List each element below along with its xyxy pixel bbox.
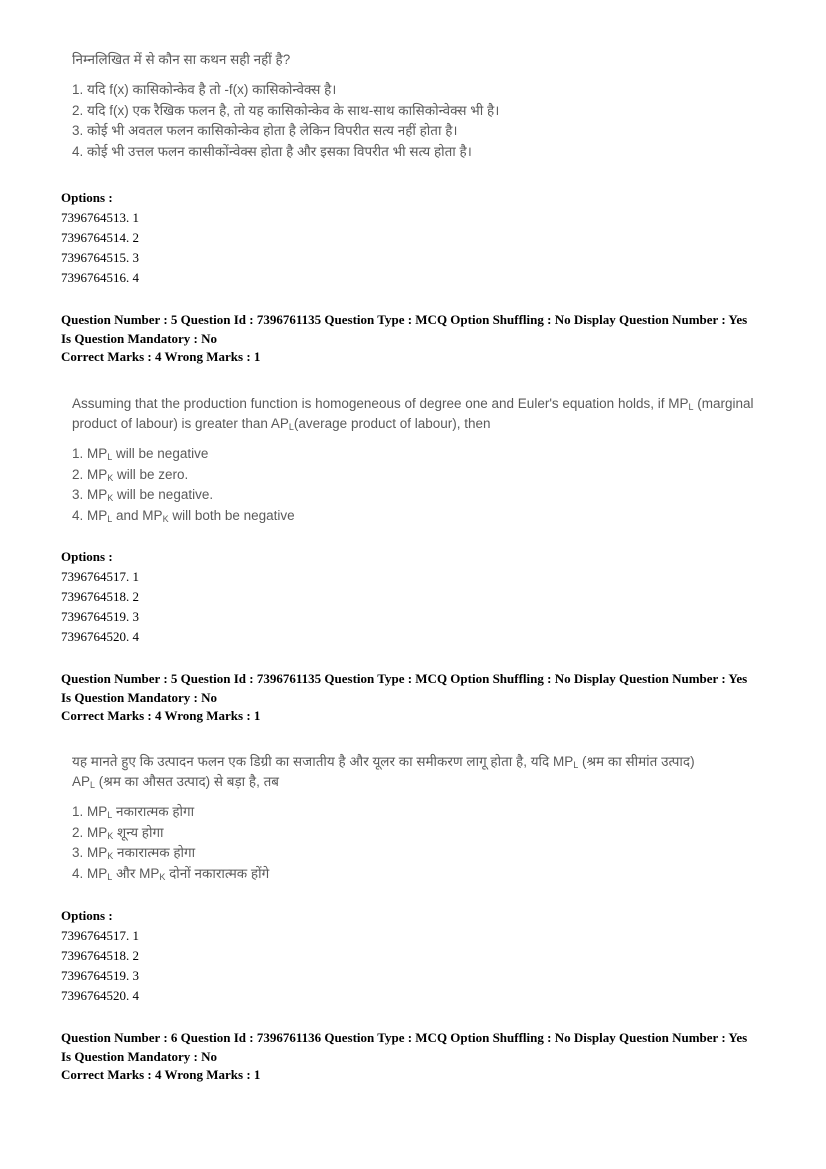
- question-stem: यह मानते हुए कि उत्पादन फलन एक डिग्री का सजातीय है और यूलर का समीकरण लागू होता है, यदि $MP_L$ (श्रम का सीमांत उत्पाद) $AP_L$ (श्रम का औसत उत्पाद) से बड़ा है, तब: [72, 754, 695, 790]
- option-id-item: 7396764520. 4: [61, 988, 139, 1003]
- question-meta-line: Is Question Mandatory : No: [61, 1048, 218, 1064]
- question-option: 3. कोई भी अवतल फलन कासिकोन्केव होता है लेकिन विपरीत सत्य नहीं होता है।: [72, 123, 458, 138]
- option-id-item: 7396764518. 2: [61, 948, 139, 963]
- question-stem: Assuming that the production function is homogeneous of degree one and Euler's equation holds, if $MP_L$ (marginal product of labour) is greater than $AP_L(average$ product of labour), then: [72, 396, 754, 432]
- question-meta-line: Is Question Mandatory : No: [61, 689, 218, 705]
- options-label: Options :: [61, 908, 113, 923]
- question-option-list: [72, 80, 772, 162]
- question-option: 2. $MP_K$ will be zero.: [72, 466, 189, 483]
- option-id-item: 7396764519. 3: [61, 609, 139, 624]
- question-option: 4. $MP_L$ and $MP_K$ will both be negative: [72, 507, 295, 524]
- question-option: 2. $MP_K$ शून्य होगा: [72, 824, 164, 841]
- question-option-list: [72, 444, 762, 526]
- question-option: 1. $MP_L$ will be negative: [72, 446, 209, 462]
- option-id-item: 7396764519. 3: [61, 968, 139, 983]
- question-stem: निम्नलिखित में से कौन सा कथन सही नहीं है?: [72, 52, 291, 67]
- question-option: 4. $MP_L$ और $MP_K$ दोनों नकारात्मक होंगे: [72, 865, 270, 882]
- question-meta-line: Question Number : 6 Question Id : 7396761136 Question Type : MCQ Option Shuffling : No Display Question Number : Yes: [61, 1030, 748, 1045]
- question-meta-line: Correct Marks : 4 Wrong Marks : 1: [61, 708, 261, 723]
- question-option: 4. कोई भी उत्तल फलन कासीकोंन्वेक्स होता है और इसका विपरीत भी सत्य होता है।: [72, 143, 472, 159]
- question-option-list: [72, 802, 772, 884]
- question-meta-line: Correct Marks : 4 Wrong Marks : 1: [61, 349, 261, 364]
- option-id-item: 7396764518. 2: [61, 589, 139, 604]
- option-id-item: 7396764520. 4: [61, 629, 139, 644]
- question-option: 1. $MP_L$ नकारात्मक होगा: [72, 804, 195, 820]
- question-option: 2. यदि f(x) एक रैखिक फलन है, तो यह कासिकोन्केव के साथ-साथ कासिकोन्वेक्स भी है।: [72, 102, 500, 118]
- option-id-item: 7396764517. 1: [61, 569, 139, 584]
- question-option: 1. यदि f(x) कासिकोन्केव है तो -f(x) कासिकोन्वेक्स है।: [72, 82, 337, 97]
- option-id-item: 7396764513. 1: [61, 210, 139, 225]
- question-image-hindi-top: [72, 50, 772, 162]
- question-meta: [61, 311, 781, 367]
- question-option: 3. $MP_K$ will be negative.: [72, 487, 214, 503]
- question-meta-line: Question Number : 5 Question Id : 7396761135 Question Type : MCQ Option Shuffling : No Display Question Number : Yes: [61, 312, 748, 327]
- question-meta-line: Correct Marks : 4 Wrong Marks : 1: [61, 1067, 261, 1082]
- question-image-english: [72, 394, 762, 526]
- question-image-hindi: [72, 752, 772, 884]
- option-id-item: 7396764517. 1: [61, 928, 139, 943]
- question-meta: [61, 1029, 781, 1085]
- question-meta: [61, 670, 781, 726]
- question-meta-line: Question Number : 5 Question Id : 7396761135 Question Type : MCQ Option Shuffling : No Display Question Number : Yes: [61, 671, 748, 686]
- question-meta-line: Is Question Mandatory : No: [61, 330, 218, 346]
- options-label: Options :: [61, 190, 113, 205]
- options-label: Options :: [61, 549, 113, 564]
- option-id-item: 7396764516. 4: [61, 270, 139, 285]
- option-id-item: 7396764514. 2: [61, 230, 139, 245]
- option-id-item: 7396764515. 3: [61, 250, 139, 265]
- question-option: 3. $MP_K$ नकारात्मक होगा: [72, 845, 196, 861]
